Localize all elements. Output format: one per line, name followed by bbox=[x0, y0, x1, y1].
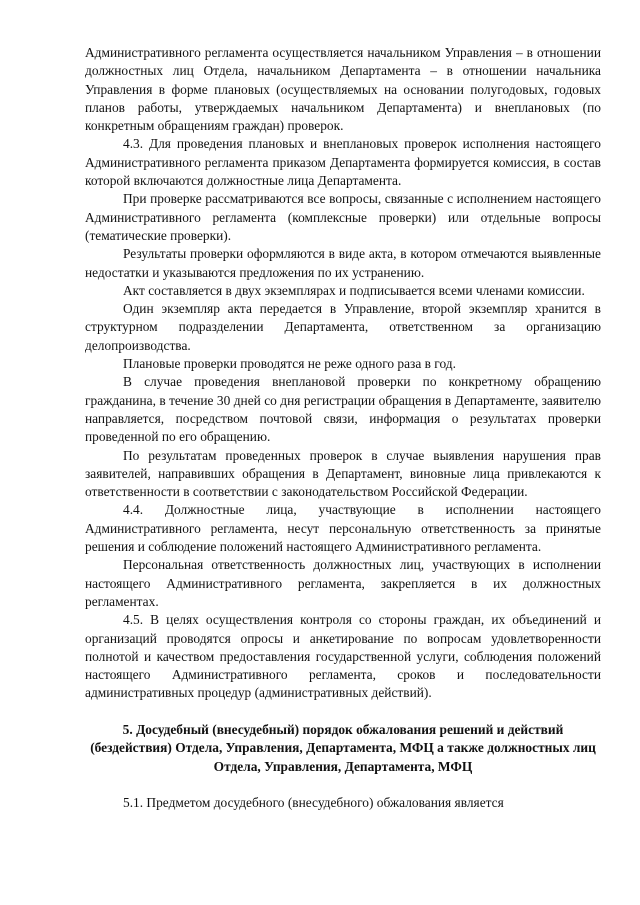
paragraph-inspection-results: Результаты проверки оформляются в виде акта, в котором отмечаются выявленные недостатки и указываются предложения по их устранению. bbox=[85, 246, 601, 280]
paragraph-4-4: 4.4. Должностные лица, участвующие в исполнении настоящего Административного регламента, несут персональную ответственность за принятые решения и соблюдение положений настоящего Административного регламента. bbox=[85, 502, 601, 555]
paragraph-act-copies: Акт составляется в двух экземплярах и подписывается всеми членами комиссии. bbox=[123, 282, 585, 298]
paragraph-4-3: 4.3. Для проведения плановых и внеплановых проверок исполнения настоящего Административного регламента приказом Департамента формируется комиссия, в состав которой включаются должностные лица Департамента. bbox=[85, 136, 601, 189]
paragraph-liability: По результатам проведенных проверок в случае выявления нарушения прав заявителей, направивших обращения в Департамент, виновные лица привлекаются к ответственности в соответствии с законодательством Российской Федерации. bbox=[85, 447, 601, 500]
paragraph-inspection-scope: При проверке рассматриваются все вопросы, связанные с исполнением настоящего Административного регламента (комплексные проверки) или отдельные вопросы (тематические проверки). bbox=[85, 191, 601, 243]
paragraph-personal-responsibility: Персональная ответственность должностных лиц, участвующих в исполнении настоящего Административного регламента, закрепляется в их должностных регламентах. bbox=[85, 557, 601, 609]
section-5-heading: 5. Досудебный (внесудебный) порядок обжалования решений и действий (бездействия) Отдела, Управления, Департамента, МФЦ а также должностных лиц Отдела, Управления, Департамента, МФЦ bbox=[90, 721, 596, 774]
paragraph-continuation: Административного регламента осуществляется начальником Управления – в отношении должностных лиц Отдела, начальником Департамента – в отношении начальника Управления в форме плановых (осуществляемых на основании полугодовых, годовых планов работы, утверждаемых начальником Департамента) и внеплановых (по конкретным обращениям граждан) проверок. bbox=[85, 45, 601, 134]
paragraph-act-storage: Один экземпляр акта передается в Управление, второй экземпляр хранится в структурном подразделении Департамента, ответственном за организацию делопроизводства. bbox=[85, 301, 601, 353]
page-content bbox=[85, 44, 601, 813]
paragraph-planned-frequency: Плановые проверки проводятся не реже одного раза в год. bbox=[123, 356, 456, 372]
paragraph-unplanned-notice: В случае проведения внеплановой проверки по конкретному обращению гражданина, в течение 30 дней со дня регистрации обращения в Департаменте, заявителю направляется, посредством почтовой связи, информация о результатах проверки проведенной по его обращению. bbox=[85, 374, 601, 445]
paragraph-4-5: 4.5. В целях осуществления контроля со стороны граждан, их объединений и организаций проводятся опросы и анкетирование по вопросам удовлетворенности полнотой и качеством предоставления государственной услуги, соблюдения положений настоящего Административного регламента, сроков и последовательности административных процедур (административных действий). bbox=[85, 612, 601, 701]
paragraph-5-1: 5.1. Предметом досудебного (внесудебного) обжалования является bbox=[123, 795, 504, 811]
